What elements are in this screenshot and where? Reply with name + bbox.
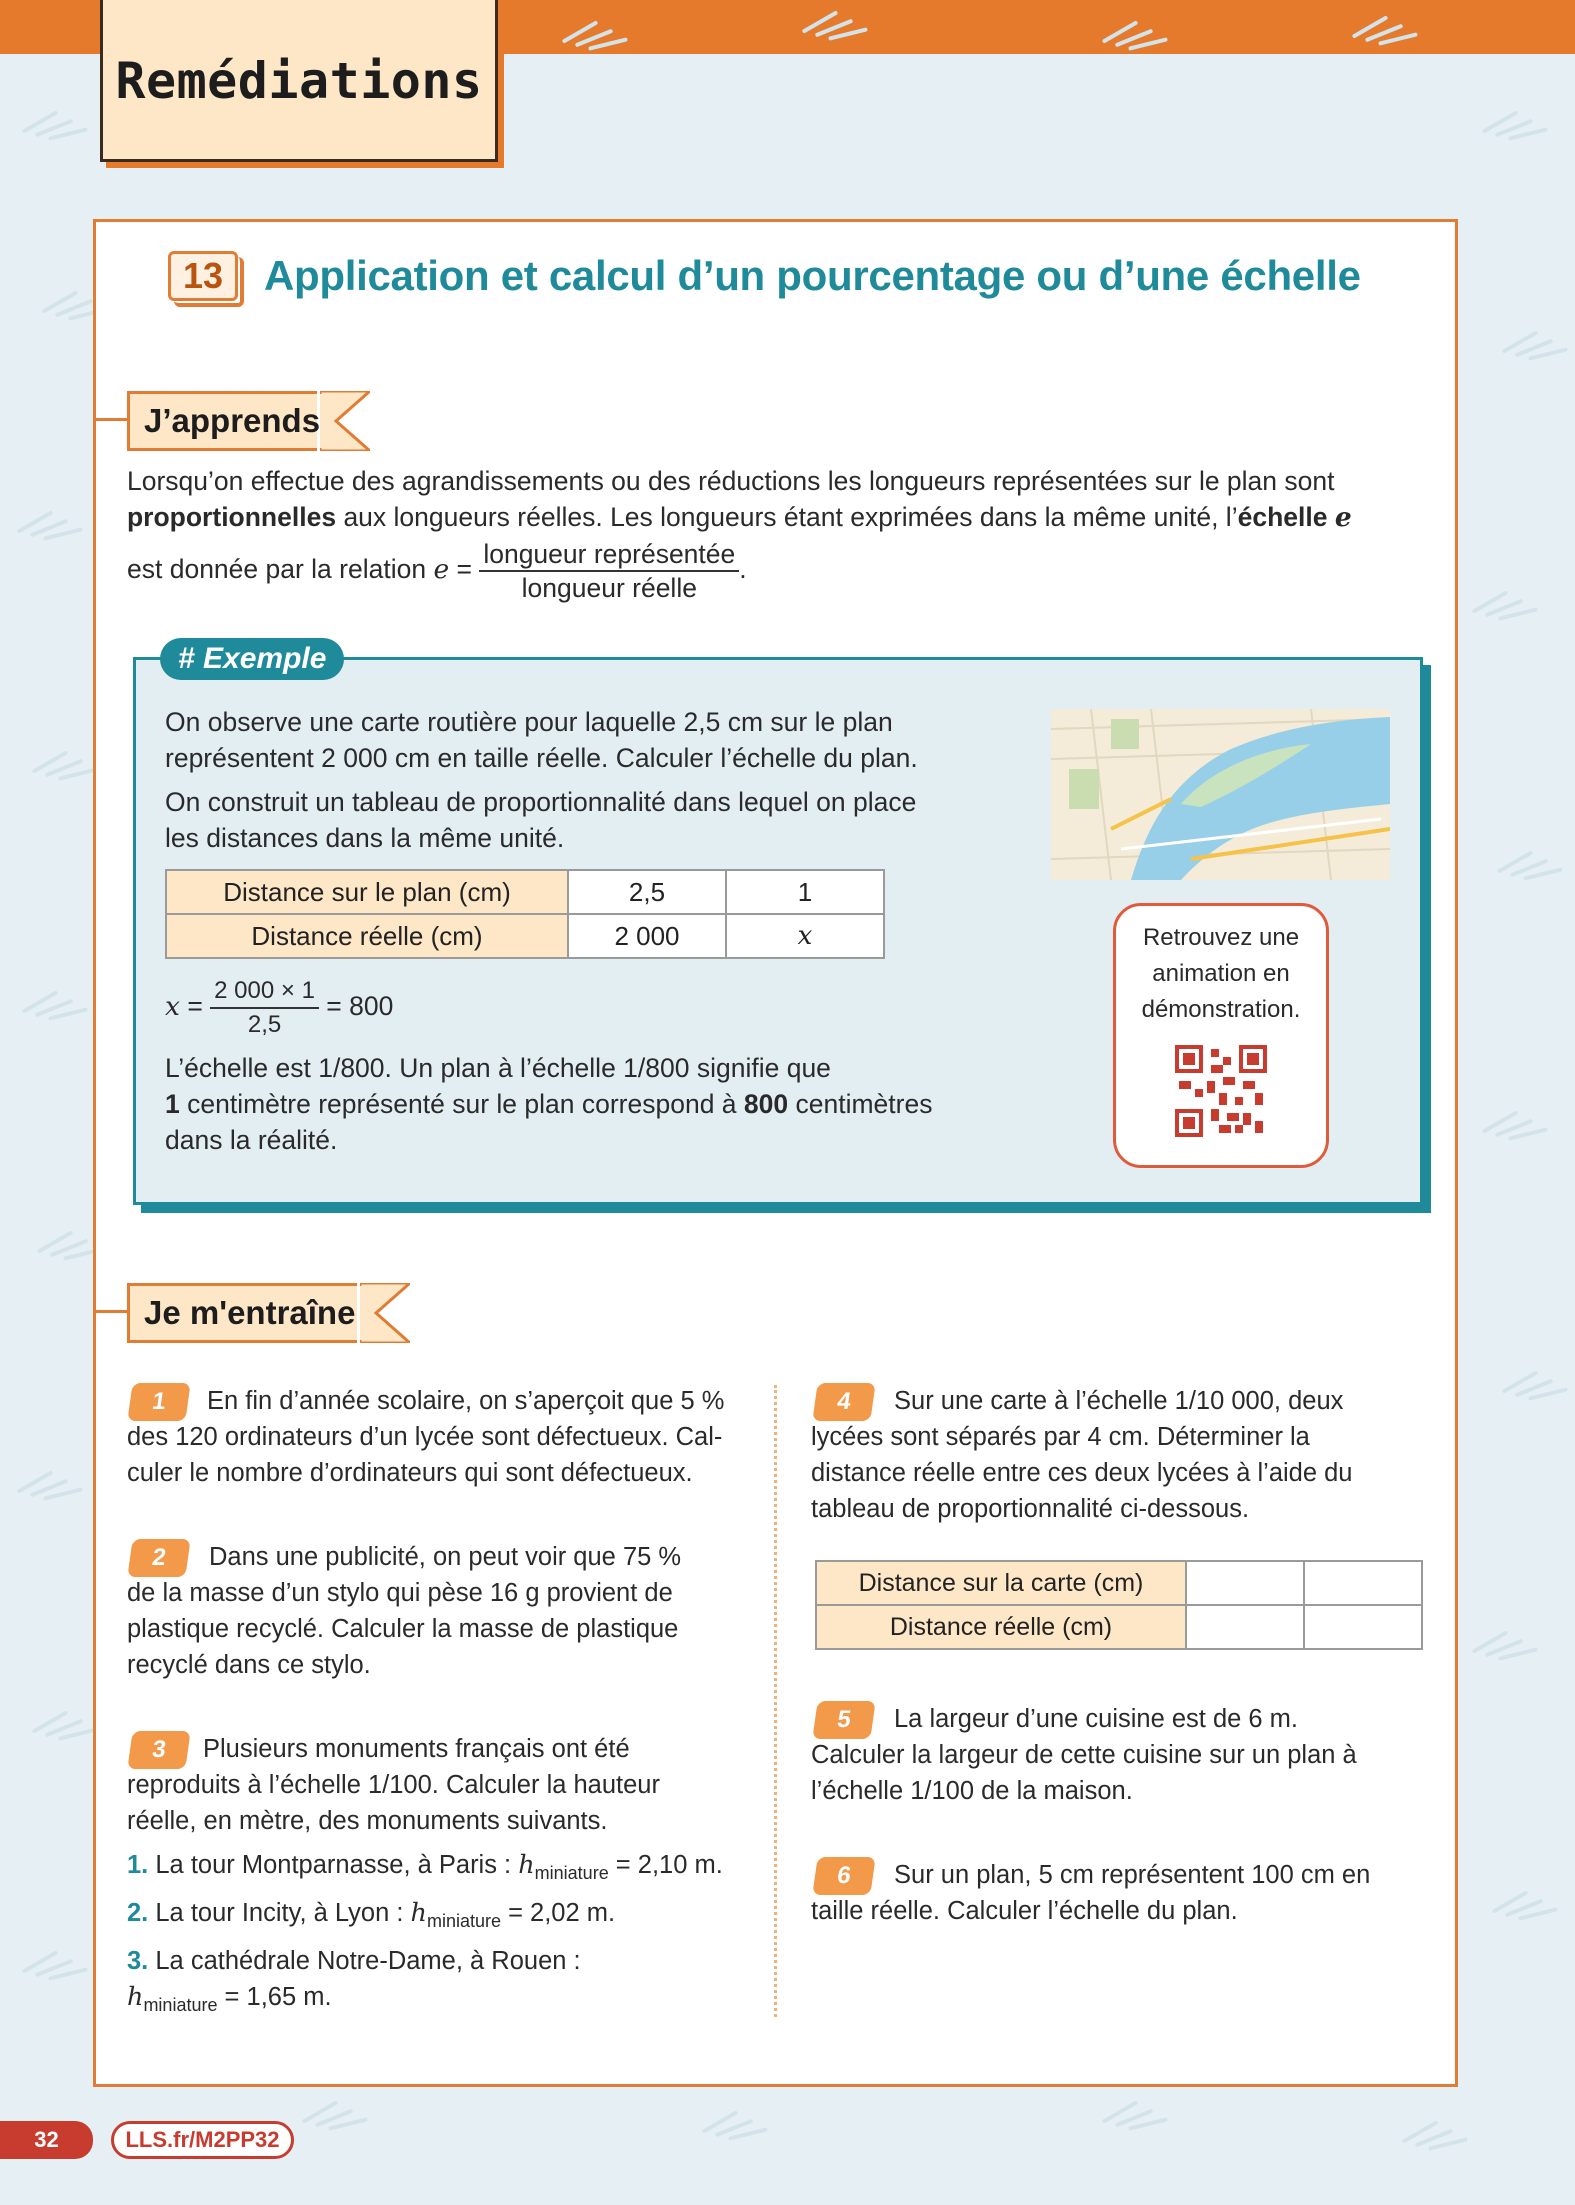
exercise-badge: 4 bbox=[812, 1383, 875, 1421]
example-line-3: On construit un tableau de proportionnalité dans lequel on place bbox=[165, 787, 917, 817]
exercise-line: des 120 ordinateurs d’un lycée sont défectueux. Cal- bbox=[127, 1423, 723, 1451]
item-text: La cathédrale Notre-Dame, à Rouen : bbox=[155, 1947, 581, 1976]
table-cell[interactable] bbox=[1304, 1561, 1422, 1605]
table-header-cell: Distance réelle (cm) bbox=[816, 1605, 1186, 1649]
table-cell[interactable] bbox=[1186, 1605, 1304, 1649]
exercise-line: plastique recyclé. Calculer la masse de plastique bbox=[127, 1615, 679, 1643]
example-line-2: représentent 2 000 cm en taille réelle. Calculer l’échelle du plan. bbox=[165, 743, 918, 773]
learn-relation: est donnée par la relation e = $\frac{\text{longueur représentée}}{\text{longueur réelle}}$ . bbox=[127, 539, 747, 603]
table-cell: x bbox=[726, 914, 884, 958]
exercise-line: Sur une carte à l’échelle 1/10 000, deux bbox=[894, 1387, 1344, 1415]
calc-fraction bbox=[210, 975, 319, 1041]
chapter-header-card bbox=[100, 0, 498, 162]
calc-numerator: 2 000 × 1 bbox=[210, 975, 319, 1009]
exercise-line: taille réelle. Calculer l’échelle du plan. bbox=[811, 1897, 1238, 1925]
item-variable: h bbox=[127, 1982, 144, 2013]
example-proportion-table bbox=[165, 869, 885, 959]
section-tag-japprends bbox=[127, 391, 321, 451]
example-conclusion bbox=[165, 1050, 1025, 1158]
fraction-denominator: longueur réelle bbox=[521, 573, 697, 603]
example-line-1: On observe une carte routière pour laquelle 2,5 cm sur le plan bbox=[165, 707, 893, 737]
qr-caption-line-2: animation en bbox=[1152, 960, 1290, 987]
table-row bbox=[166, 914, 884, 958]
table-cell: 2 000 bbox=[568, 914, 726, 958]
exercise-line: l’échelle 1/100 de la maison. bbox=[811, 1777, 1133, 1805]
item-text: La tour Montparnasse, à Paris : bbox=[155, 1851, 519, 1879]
example-tag: # Exemple bbox=[160, 638, 344, 680]
lesson-number-badge: 13 bbox=[168, 251, 238, 301]
chapter-title: Remédiations bbox=[115, 52, 483, 110]
ribbon-notch bbox=[360, 1283, 410, 1343]
item-subscript: miniature bbox=[426, 1911, 501, 1932]
relation-intro: est donnée par la relation bbox=[127, 554, 434, 584]
animation-qr-card[interactable] bbox=[1113, 903, 1329, 1168]
table-cell[interactable] bbox=[1304, 1605, 1422, 1649]
exercise-line: distance réelle entre ces deux lycées à l’aide du bbox=[811, 1459, 1353, 1487]
item-number: 1. bbox=[127, 1851, 149, 1879]
scale-fraction bbox=[479, 538, 739, 604]
table-header-cell: Distance sur la carte (cm) bbox=[816, 1561, 1186, 1605]
table-cell[interactable] bbox=[1186, 1561, 1304, 1605]
exercise-1 bbox=[127, 1383, 747, 1491]
exercise-line: Dans une publicité, on peut voir que 75 % bbox=[209, 1543, 682, 1571]
learn-line-1: Lorsqu’on effectue des agrandissements ou des réductions les longueurs représentées sur le plan sont bbox=[127, 466, 1335, 496]
item-value: = 2,10 m. bbox=[608, 1851, 723, 1879]
variable-e: e bbox=[1334, 502, 1352, 533]
exercise-badge: 5 bbox=[812, 1701, 875, 1739]
item-subscript: miniature bbox=[143, 1995, 218, 2016]
page-number: 32 bbox=[0, 2121, 93, 2159]
qr-caption-line-1: Retrouvez une bbox=[1142, 924, 1300, 951]
exercise-line: reproduits à l’échelle 1/100. Calculer la hauteur bbox=[127, 1771, 660, 1799]
exercise-line: La largeur d’une cuisine est de 6 m. bbox=[894, 1705, 1298, 1733]
table-row bbox=[816, 1605, 1422, 1649]
table-header-cell: Distance réelle (cm) bbox=[166, 914, 568, 958]
lls-link[interactable]: LLS.fr/M2PP32 bbox=[111, 2121, 294, 2159]
item-variable: h bbox=[518, 1850, 535, 1880]
table-row bbox=[816, 1561, 1422, 1605]
exercise-4-table bbox=[815, 1560, 1423, 1650]
conclusion-line-1: L’échelle est 1/800. Un plan à l’échelle 1/800 signifie que bbox=[165, 1053, 831, 1083]
table-cell: 1 bbox=[726, 870, 884, 914]
exercise-6 bbox=[811, 1857, 1431, 1929]
item-value: = 2,02 m. bbox=[500, 1899, 616, 1928]
bold-eight-hundred: 800 bbox=[743, 1089, 789, 1119]
conclusion-line-2-end: centimètres bbox=[788, 1089, 933, 1119]
exercise-3 bbox=[127, 1731, 757, 2023]
exercise-item bbox=[127, 1847, 757, 1891]
learn-line-2: aux longueurs réelles. Les longueurs étant exprimées dans la même unité, l’ bbox=[336, 502, 1238, 532]
bold-one: 1 bbox=[165, 1089, 180, 1119]
fraction-numerator: longueur représentée bbox=[479, 538, 739, 572]
example-calculation: x = $\frac{2 000 \times 1}{2,5}$ = 800 bbox=[165, 975, 565, 1041]
section-rule bbox=[93, 418, 128, 421]
exercise-line: lycées sont séparés par 4 cm. Déterminer la bbox=[811, 1423, 1310, 1451]
exercise-badge: 6 bbox=[812, 1857, 875, 1895]
qr-caption bbox=[1116, 920, 1326, 1028]
column-divider bbox=[774, 1385, 777, 2017]
item-subscript: miniature bbox=[534, 1863, 609, 1884]
example-line-4: les distances dans la même unité. bbox=[165, 823, 565, 853]
example-statement bbox=[165, 704, 1025, 856]
table-row bbox=[166, 870, 884, 914]
calc-result: = 800 bbox=[326, 991, 394, 1021]
exercise-line: de la masse d’un stylo qui pèse 16 g provient de bbox=[127, 1579, 673, 1607]
section-rule bbox=[93, 1310, 128, 1313]
exercise-line: culer le nombre d’ordinateurs qui sont défectueux. bbox=[127, 1459, 693, 1487]
exercise-line: En fin d’année scolaire, on s’aperçoit que 5 % bbox=[207, 1387, 725, 1415]
exercise-2 bbox=[127, 1539, 747, 1683]
section-tag-label: Je m'entraîne bbox=[144, 1294, 356, 1331]
exercise-line: recyclé dans ce stylo. bbox=[127, 1651, 371, 1679]
exercise-line: Sur un plan, 5 cm représentent 100 cm en bbox=[894, 1861, 1371, 1889]
qr-code-icon[interactable] bbox=[1175, 1045, 1267, 1137]
conclusion-line-2: centimètre représenté sur le plan correspond à bbox=[179, 1089, 744, 1119]
relation-variable: e bbox=[433, 554, 450, 585]
exercise-item bbox=[127, 1895, 757, 1939]
calc-variable: x bbox=[165, 991, 180, 1022]
section-tag-label: J’apprends bbox=[144, 402, 321, 439]
exercise-line: tableau de proportionnalité ci-dessous. bbox=[811, 1495, 1250, 1523]
table-header-cell: Distance sur le plan (cm) bbox=[166, 870, 568, 914]
exercise-badge: 1 bbox=[127, 1383, 190, 1421]
section-tag-jemntraine bbox=[127, 1283, 357, 1343]
road-map-image bbox=[1051, 709, 1390, 880]
conclusion-line-3: dans la réalité. bbox=[165, 1125, 338, 1155]
item-value: = 1,65 m. bbox=[217, 1983, 332, 2012]
exercise-badge: 2 bbox=[127, 1539, 190, 1577]
lesson-title: Application et calcul d’un pourcentage ou d’une échelle bbox=[264, 252, 1361, 299]
item-number: 2. bbox=[127, 1899, 149, 1928]
keyword-proportionnelles: proportionnelles bbox=[127, 502, 337, 532]
calc-denominator: 2,5 bbox=[247, 1011, 282, 1038]
exercise-item-value bbox=[127, 1979, 757, 2023]
exercise-item bbox=[127, 1943, 757, 1979]
exercise-line: Plusieurs monuments français ont été bbox=[203, 1735, 630, 1763]
exercise-badge: 3 bbox=[127, 1731, 190, 1769]
item-variable: h bbox=[410, 1898, 427, 1929]
exercise-line: réelle, en mètre, des monuments suivants. bbox=[127, 1807, 608, 1835]
table-cell: 2,5 bbox=[568, 870, 726, 914]
learn-paragraph bbox=[127, 463, 1427, 536]
item-number: 3. bbox=[127, 1947, 149, 1976]
exercise-line: Calculer la largeur de cette cuisine sur un plan à bbox=[811, 1741, 1357, 1769]
ribbon-notch bbox=[320, 391, 370, 451]
item-text: La tour Incity, à Lyon : bbox=[155, 1899, 411, 1928]
keyword-echelle: échelle bbox=[1237, 502, 1328, 532]
exercise-4 bbox=[811, 1383, 1431, 1527]
exercise-5 bbox=[811, 1701, 1431, 1809]
qr-caption-line-3: démonstration. bbox=[1141, 996, 1301, 1023]
